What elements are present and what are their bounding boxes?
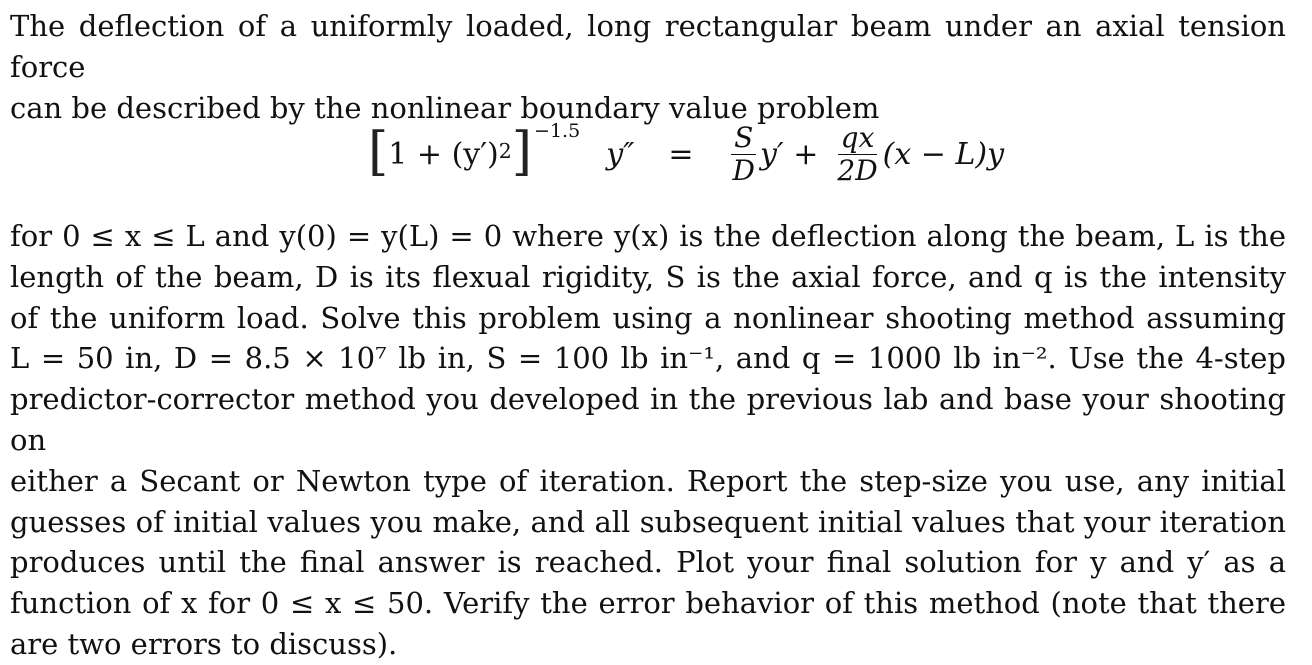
body-line-7: guesses of initial values you make, and all subsequent initial values that your iteration: [10, 504, 1286, 539]
body-line-4: L = 50 in, D = 8.5 × 10⁷ lb in, S = 100 lb in⁻¹, and q = 1000 lb in⁻². Use the 4-step: [10, 341, 1286, 376]
body-line-2: length of the beam, D is its flexual rigidity, S is the axial force, and q is the intensity: [10, 259, 1286, 294]
body-line-6: either a Secant or Newton type of iteration. Report the step-size you use, any initial: [10, 463, 1286, 498]
body-line-5: predictor-corrector method you developed in the previous lab and base your shooting on: [10, 382, 1286, 457]
frac1-numerator: S: [731, 122, 756, 155]
eq-one-plus-yprime: 1 + (y′): [388, 136, 499, 172]
body-paragraph: [10, 216, 1286, 665]
frac2-denominator: 2D: [837, 154, 878, 187]
eq-term-x-minus-l-y: (x − L)y: [882, 136, 1005, 172]
intro-line-1: The deflection of a uniformly loaded, long rectangular beam under an axial tension force: [10, 9, 1286, 84]
right-bracket: ]: [511, 121, 533, 182]
left-bracket: [: [368, 121, 389, 182]
problem-body: [10, 216, 1286, 665]
frac2-numerator: qx: [838, 122, 878, 155]
eq-lhs-second-derivative: y″: [606, 136, 635, 172]
display-equation: [ 1 + (y′) $^2$ ] −1.5 y″ = $\frac{S}{D}$ y′ + $\frac{qx}{2D}$ (x − L)y: [0, 104, 1312, 204]
body-line-10: are two errors to discuss).: [10, 626, 398, 661]
eq-fraction-qx-over-2d: [834, 122, 880, 187]
eq-outer-exponent: −1.5: [534, 119, 581, 142]
eq-equals: =: [668, 136, 694, 172]
eq-fraction-s-over-d: [729, 122, 757, 187]
frac1-denominator: D: [732, 154, 755, 187]
body-line-9: function of x for 0 ≤ x ≤ 50. Verify the error behavior of this method (note that there: [10, 586, 1286, 621]
body-line-1: for 0 ≤ x ≤ L and y(0) = y(L) = 0 where y(x) is the deflection along the beam, L is the: [10, 219, 1286, 253]
body-line-3: of the uniform load. Solve this problem using a nonlinear shooting method assuming: [10, 300, 1286, 335]
intro-line-2: can be described by the nonlinear boundary value problem: [10, 90, 880, 125]
eq-term-yprime-plus: y′ +: [759, 136, 819, 172]
body-line-8: produces until the final answer is reached. Plot your final solution for y and y′ as a: [10, 545, 1286, 580]
